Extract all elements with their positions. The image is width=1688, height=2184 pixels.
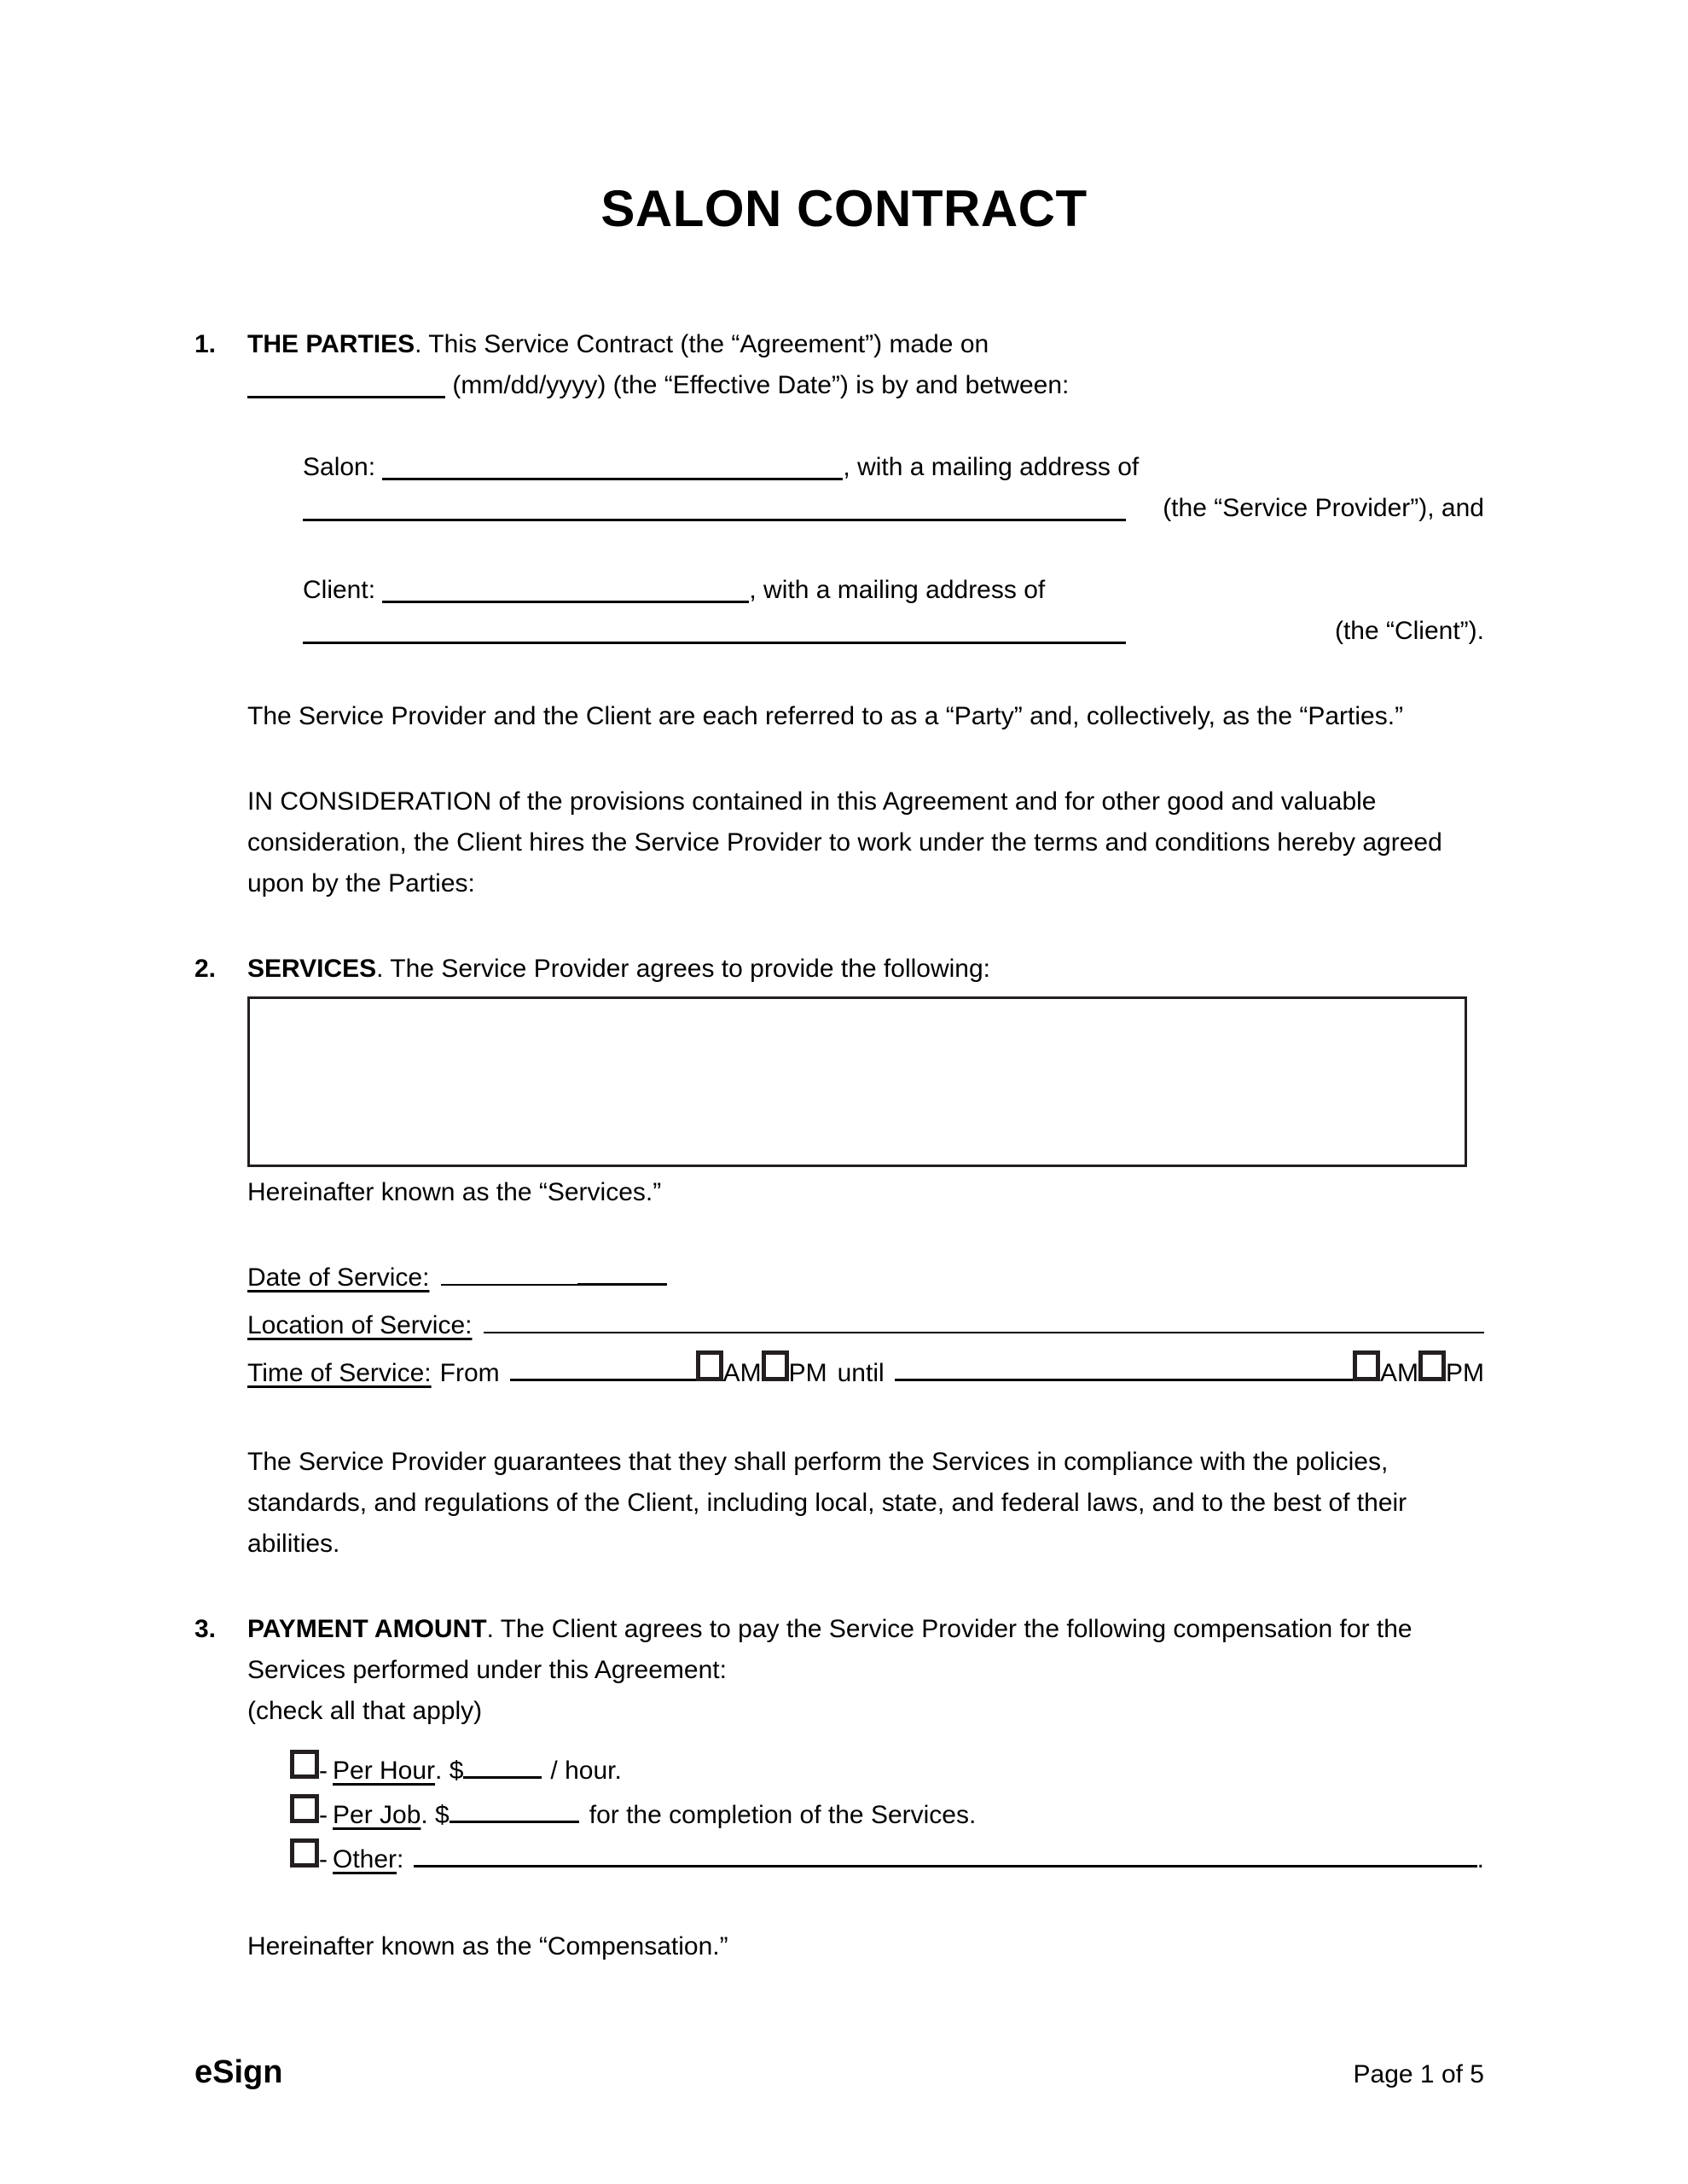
esign-brand-logo: eSign — [194, 2054, 283, 2090]
other-label: Other — [333, 1845, 397, 1873]
service-guarantee-text: The Service Provider guarantees that they shall perform the Services in compliance with the policies, standards, and regulations of the Client, including local, state, and federal laws, and to the best of their abilities. — [247, 1448, 1407, 1558]
payment-option-other — [290, 1838, 1484, 1882]
spacer — [0, 1882, 1688, 1926]
client-address-row — [303, 611, 1484, 652]
clause-1-heading-tail: . This Service Contract (the “Agreement”) made on — [415, 330, 989, 358]
clause-1-line-1 — [247, 324, 1484, 365]
spacer — [0, 904, 1688, 949]
page-number: Page 1 of 5 — [1353, 2060, 1484, 2088]
payment-options — [0, 1749, 1688, 1882]
location-of-service-label: Location of Service: — [247, 1311, 473, 1339]
consideration-text: IN CONSIDERATION of the provisions contained in this Agreement and for other good and valuable consideration, the Client hires the Service Provider to work under the terms and conditions hereby agreed upon by the Parties: — [247, 787, 1442, 897]
salon-party-block — [0, 447, 1688, 529]
clause-2-heading: SERVICES — [247, 955, 377, 983]
parties-definition-paragraph — [0, 696, 1688, 737]
time-from-label: From — [439, 1359, 500, 1387]
per-job-dollar: . $ — [421, 1801, 450, 1829]
time-of-service-label: Time of Service: — [247, 1359, 432, 1387]
per-hour-label: Per Hour — [333, 1757, 436, 1785]
service-guarantee-paragraph — [0, 1442, 1688, 1565]
from-pm-label: PM — [788, 1359, 827, 1387]
spacer — [0, 1213, 1688, 1254]
other-dash: - — [319, 1845, 328, 1873]
compensation-hereinafter-text: Hereinafter known as the “Compensation.” — [247, 1932, 728, 1960]
client-name-row — [303, 570, 1484, 611]
date-of-service-blank-a[interactable] — [441, 1258, 577, 1286]
location-of-service-row — [247, 1302, 1484, 1350]
other-colon: : — [397, 1845, 404, 1873]
clause-number-2: 2. — [194, 955, 217, 983]
services-description-box[interactable] — [247, 996, 1467, 1167]
time-from-blank[interactable] — [510, 1353, 696, 1381]
until-am-label: AM — [1380, 1359, 1418, 1387]
spacer — [0, 990, 1688, 996]
clause-3-check-all: (check all that apply) — [247, 1697, 483, 1725]
spacer — [0, 406, 1688, 447]
other-description-blank[interactable] — [414, 1839, 1476, 1867]
payment-option-per-hour — [290, 1749, 1484, 1793]
salon-name-tail: , with a mailing address of — [843, 453, 1140, 481]
clause-2-line-1 — [247, 949, 1484, 990]
salon-address-blank[interactable] — [303, 497, 1126, 521]
clause-1-heading: THE PARTIES — [247, 330, 415, 358]
clause-3-intro: . The Client agrees to pay the Service Provider the following compensation for the Services performed under this Agreement: — [247, 1615, 1412, 1684]
clause-payment-amount — [0, 1609, 1688, 1732]
per-hour-checkbox[interactable] — [290, 1750, 319, 1779]
payment-option-per-job — [290, 1793, 1484, 1838]
salon-name-blank[interactable] — [382, 456, 843, 480]
spacer — [0, 652, 1688, 696]
effective-date-hint: (mm/dd/yyyy) (the “Effective Date”) is by and between: — [452, 371, 1070, 399]
from-pm-checkbox[interactable] — [762, 1350, 789, 1381]
date-of-service-blank-b[interactable] — [577, 1258, 667, 1286]
client-name-blank[interactable] — [382, 578, 749, 603]
clause-3-heading: PAYMENT AMOUNT — [247, 1615, 487, 1643]
time-until-label: until — [837, 1359, 885, 1387]
services-hereinafter — [0, 1172, 1688, 1213]
until-am-checkbox[interactable] — [1353, 1350, 1380, 1381]
from-am-label: AM — [722, 1359, 762, 1387]
services-hereinafter-text: Hereinafter known as the “Services.” — [247, 1178, 662, 1206]
client-address-blank[interactable] — [303, 619, 1126, 644]
clause-number-3: 3. — [194, 1615, 217, 1643]
per-hour-dollar: . $ — [435, 1757, 464, 1785]
spacer — [0, 1397, 1688, 1442]
salon-provider-tail: (the “Service Provider”), and — [1163, 494, 1484, 522]
compensation-hereinafter — [0, 1926, 1688, 1967]
time-until-blank[interactable] — [895, 1353, 1353, 1381]
clause-1-line-2 — [247, 365, 1484, 406]
client-tail: (the “Client”). — [1334, 617, 1484, 645]
page-title: SALON CONTRACT — [600, 180, 1088, 237]
until-pm-label: PM — [1446, 1359, 1484, 1387]
effective-date-blank[interactable] — [247, 374, 445, 398]
clause-2-intro: . The Service Provider agrees to provide the following: — [376, 955, 990, 983]
salon-label: Salon: — [303, 453, 376, 481]
consideration-paragraph — [0, 781, 1688, 904]
per-job-tail: for the completion of the Services. — [589, 1801, 977, 1829]
date-of-service-row — [247, 1254, 1484, 1302]
clause-the-parties — [0, 324, 1688, 406]
per-job-dash: - — [319, 1801, 328, 1829]
per-hour-dash: - — [319, 1757, 328, 1785]
spacer — [0, 1565, 1688, 1609]
from-am-checkbox[interactable] — [696, 1350, 723, 1381]
service-details — [0, 1254, 1688, 1397]
client-name-tail: , with a mailing address of — [749, 576, 1046, 604]
per-hour-tail: / hour. — [550, 1757, 622, 1785]
document-body — [0, 324, 1688, 1967]
parties-definition-text: The Service Provider and the Client are each referred to as a “Party” and, collectively, as the “Parties.” — [247, 702, 1404, 730]
location-of-service-blank[interactable] — [484, 1306, 1484, 1333]
per-hour-rate-blank[interactable] — [463, 1751, 542, 1779]
until-pm-checkbox[interactable] — [1418, 1350, 1446, 1381]
other-checkbox[interactable] — [290, 1838, 319, 1867]
per-job-label: Per Job — [333, 1801, 421, 1829]
other-tail: . — [1476, 1845, 1484, 1873]
clause-number-1: 1. — [194, 330, 217, 358]
per-job-checkbox[interactable] — [290, 1794, 319, 1823]
date-of-service-label: Date of Service: — [247, 1263, 430, 1292]
clause-services — [0, 949, 1688, 990]
spacer — [0, 529, 1688, 570]
salon-name-row — [303, 447, 1484, 488]
spacer — [0, 737, 1688, 781]
time-of-service-row — [247, 1350, 1484, 1397]
client-party-block — [0, 570, 1688, 652]
clause-3-line-1 — [247, 1609, 1484, 1691]
client-label: Client: — [303, 576, 376, 604]
per-job-amount-blank[interactable] — [450, 1795, 579, 1823]
page-footer — [194, 2054, 1484, 2091]
spacer — [0, 1732, 1688, 1749]
